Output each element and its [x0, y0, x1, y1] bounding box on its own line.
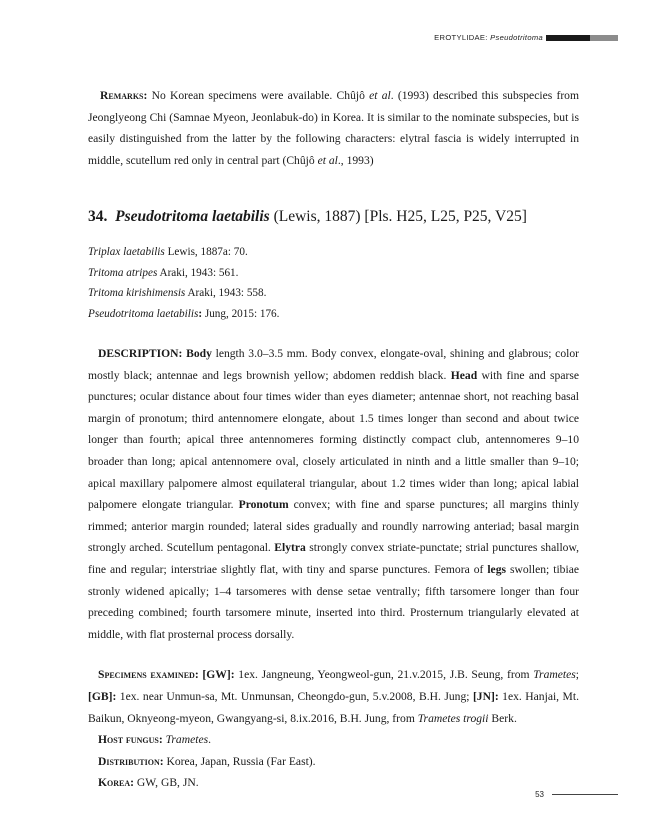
remarks-italic-1: et al [369, 89, 391, 102]
specimens-italic-1: Trametes [533, 668, 576, 682]
host-fungus-line [88, 729, 579, 751]
species-heading [88, 206, 579, 228]
host-fungus-end: . [208, 733, 212, 747]
synonym-ref: Araki, 1943: 558. [185, 287, 267, 300]
pronotum-label: Pronotum [238, 498, 289, 512]
description-text-5: swollen; tibiae stronly widened apically; 1–4 tarsomeres with dense setae ventrally; fifth tarsomere longer than four preceding combined; fourth tarsomere minute, inserted into third. Prosternum triangularly elevated at middle, with flat prosternal process dorsally. [88, 562, 579, 641]
remarks-text-3: ., 1993) [337, 153, 374, 167]
specimens-text-4: 1ex. Hanjai, Mt. Baikun, Oknyeong-myeon, Gwangyang-si, 8.ix.2016, B.H. Jung, from [88, 689, 579, 725]
synonym-colon: : [198, 307, 203, 320]
legs-label: legs [487, 562, 507, 576]
remarks-text-1: No Korean specimens were available. Chûjô [147, 89, 370, 102]
description-text-4: strongly convex striate-punctate; strial punctures shallow, fine and regular; interstriae slightly flat, with tiny and sparse punctures. Femora of [88, 541, 579, 576]
species-number: 34. [88, 208, 108, 226]
specimens-paragraph [88, 664, 579, 729]
remarks-italic-2: et al [317, 153, 338, 167]
description-text-3: convex; with fine and sparse punctures; all margins thinly rimmed; anterior margin rounded; lateral sides gradually and roundly narrowing anteriad; basal margin strongly arched. Scutellum pentagonal. [88, 498, 579, 555]
page-footer [535, 790, 618, 799]
head-label: Head [450, 368, 478, 382]
region-gb: [GB]: [88, 689, 117, 703]
host-fungus-label: Host fungus: [98, 733, 163, 747]
remarks-text-2: . (1993) described this subspecies from Jeonglyeong Chi (Samnae Myeon, Jeonlabuk-do) in Korea. It is similar to the nominate subspecies, but is easily distinguished from the latter by the following characters: elytral fascia is widely interrupted in middle, scutellum red only in central part (Chûjô [88, 89, 579, 167]
body-label: Body [186, 347, 212, 360]
specimens-section [88, 664, 579, 794]
synonym-ref: Lewis, 1887a: 70. [164, 246, 248, 259]
specimens-text-2: ; [575, 668, 579, 682]
synonym-ref: Araki, 1943: 561. [157, 266, 239, 279]
synonym-item [88, 242, 579, 262]
description-label: DESCRIPTION: [98, 347, 183, 360]
footer-rule [552, 794, 618, 795]
specimens-italic-2: Trametes trogii [417, 711, 489, 725]
synonym-ref: Jung, 2015: 176. [202, 307, 280, 320]
korea-label: Korea: [98, 776, 134, 790]
distribution-value: Korea, Japan, Russia (Far East). [163, 754, 316, 768]
synonym-name: Pseudotritoma laetabilis [88, 307, 199, 320]
synonym-item [88, 263, 579, 283]
remarks-label: Remarks: [100, 89, 148, 102]
specimens-text-1: 1ex. Jangneung, Yeongweol-gun, 21.v.2015, J.B. Seung, from [234, 668, 534, 682]
synonym-name: Triplax laetabilis [88, 246, 165, 259]
description-paragraph [88, 343, 579, 645]
region-gw: [GW]: [198, 668, 235, 682]
distribution-line [88, 751, 579, 773]
synonym-name: Tritoma atripes [88, 266, 158, 279]
species-author: (Lewis, 1887) [Pls. H25, L25, P25, V25] [269, 208, 527, 226]
korea-value: GW, GB, JN. [134, 776, 199, 790]
distribution-label: Distribution: [98, 754, 164, 768]
specimens-text-3: 1ex. near Unmun-sa, Mt. Unmunsan, Cheongdo-gun, 5.v.2008, B.H. Jung; [116, 689, 473, 703]
header-family: EROTYLIDAE: [434, 33, 488, 42]
specimens-label: Specimens examined: [98, 668, 199, 682]
species-name: Pseudotritoma laetabilis [115, 208, 270, 226]
header-bar-grey [590, 35, 618, 41]
running-header-text [434, 33, 543, 42]
synonym-name: Tritoma kirishimensis [88, 287, 186, 300]
elytra-label: Elytra [274, 541, 306, 555]
region-jn: [JN]: [472, 689, 499, 703]
main-content [88, 85, 579, 794]
description-text-2: with fine and sparse punctures; ocular distance about four times wider than eyes diameter; antennae short, not reaching basal margin of pronotum; third antennomere elongate, about 1.5 times longer than second and about twice longer than fourth; apical three antennomeres forming distinctly compact club, antennomeres 9–10 broader than long; apical antennomere oval, closely articulated in ninth and a little smaller than 9–10; apical maxillary palpomere almost equilateral triangular, about 1.2 times wider than long; apical labial palpomere elongate triangular. [88, 368, 579, 512]
remarks-paragraph [88, 85, 579, 171]
specimens-text-5: Berk. [488, 711, 517, 725]
header-bar-dark [546, 35, 590, 41]
description-text-1: length 3.0–3.5 mm. Body convex, elongate-oval, shining and glabrous; color mostly black; antennae and legs brownish yellow; abdomen reddish black. [88, 347, 579, 382]
synonym-item [88, 304, 579, 324]
synonym-item [88, 283, 579, 303]
synonym-list [88, 242, 579, 324]
host-fungus-value: Trametes [165, 733, 209, 747]
header-genus: Pseudotritoma [490, 33, 543, 42]
korea-line [88, 772, 579, 794]
page-number: 53 [535, 790, 544, 799]
running-header [434, 33, 618, 42]
